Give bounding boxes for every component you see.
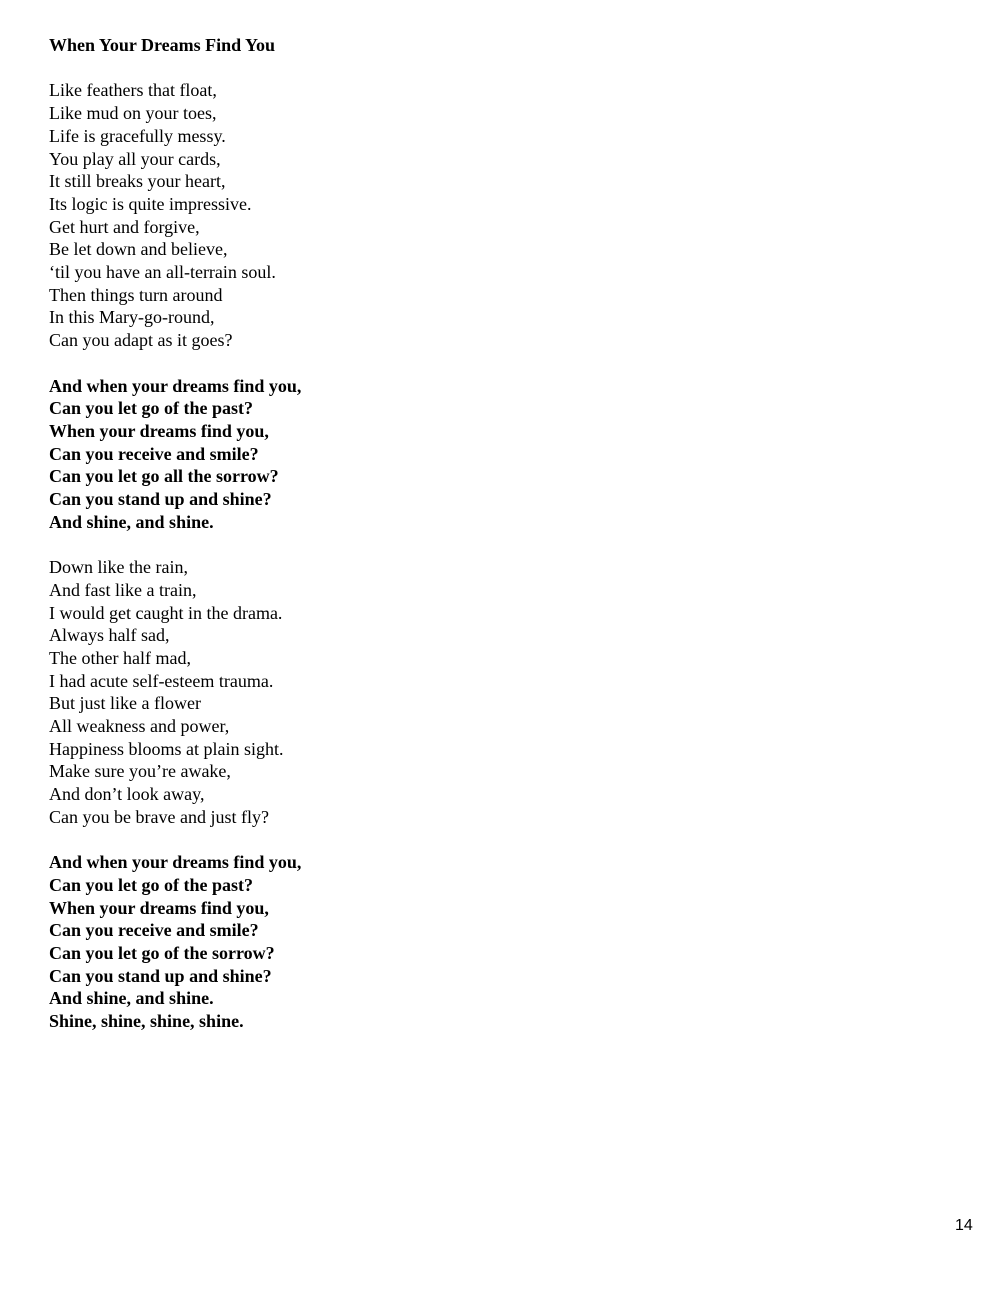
chorus-1	[49, 375, 949, 534]
chorus-line: And when your dreams find you,	[49, 375, 302, 396]
poem-line: I had acute self-esteem trauma.	[49, 670, 274, 691]
chorus-line: Can you let go of the past?	[49, 874, 254, 895]
poem-line: I would get caught in the drama.	[49, 602, 283, 623]
page-number: 14	[955, 1217, 973, 1234]
chorus-line: Can you let go of the sorrow?	[49, 943, 275, 964]
poem-line: Then things turn around	[49, 284, 223, 305]
poem-line: Like feathers that float,	[49, 80, 217, 101]
poem-line: Can you adapt as it goes?	[49, 330, 233, 351]
poem-line: You play all your cards,	[49, 148, 221, 169]
poem-line: It still breaks your heart,	[49, 171, 226, 192]
poem-line: And don’t look away,	[49, 784, 205, 805]
poem-line: Its logic is quite impressive.	[49, 193, 252, 214]
poem-title: When Your Dreams Find You	[49, 35, 276, 55]
chorus-line: And shine, and shine.	[49, 511, 214, 532]
chorus-line: And when your dreams find you,	[49, 852, 302, 873]
poem-line: The other half mad,	[49, 647, 191, 668]
poem-line: Can you be brave and just fly?	[49, 806, 269, 827]
poem-page	[49, 34, 949, 1056]
chorus-line: Can you receive and smile?	[49, 443, 259, 464]
poem-line: ‘til you have an all-terrain soul.	[49, 262, 276, 283]
chorus-line: Can you let go all the sorrow?	[49, 466, 279, 487]
chorus-line: Can you stand up and shine?	[49, 489, 272, 510]
chorus-line: When your dreams find you,	[49, 420, 269, 441]
poem-line: All weakness and power,	[49, 716, 230, 737]
chorus-line: And shine, and shine.	[49, 988, 214, 1009]
poem-line: Life is gracefully messy.	[49, 125, 226, 146]
chorus-2	[49, 851, 949, 1033]
chorus-line: When your dreams find you,	[49, 897, 269, 918]
poem-line: In this Mary-go-round,	[49, 307, 215, 328]
poem-line: Down like the rain,	[49, 557, 188, 578]
chorus-line: Can you let go of the past?	[49, 398, 254, 419]
poem-line: Happiness blooms at plain sight.	[49, 738, 284, 759]
poem-line: And fast like a train,	[49, 579, 197, 600]
poem-line: But just like a flower	[49, 693, 201, 714]
verse-2	[49, 556, 949, 828]
poem-line: Get hurt and forgive,	[49, 216, 200, 237]
poem-line: Like mud on your toes,	[49, 103, 217, 124]
chorus-line: Shine, shine, shine, shine.	[49, 1011, 244, 1032]
chorus-line: Can you receive and smile?	[49, 920, 259, 941]
chorus-line: Can you stand up and shine?	[49, 965, 272, 986]
poem-line: Always half sad,	[49, 625, 170, 646]
poem-line: Make sure you’re awake,	[49, 761, 231, 782]
poem-line: Be let down and believe,	[49, 239, 228, 260]
verse-1	[49, 79, 949, 351]
